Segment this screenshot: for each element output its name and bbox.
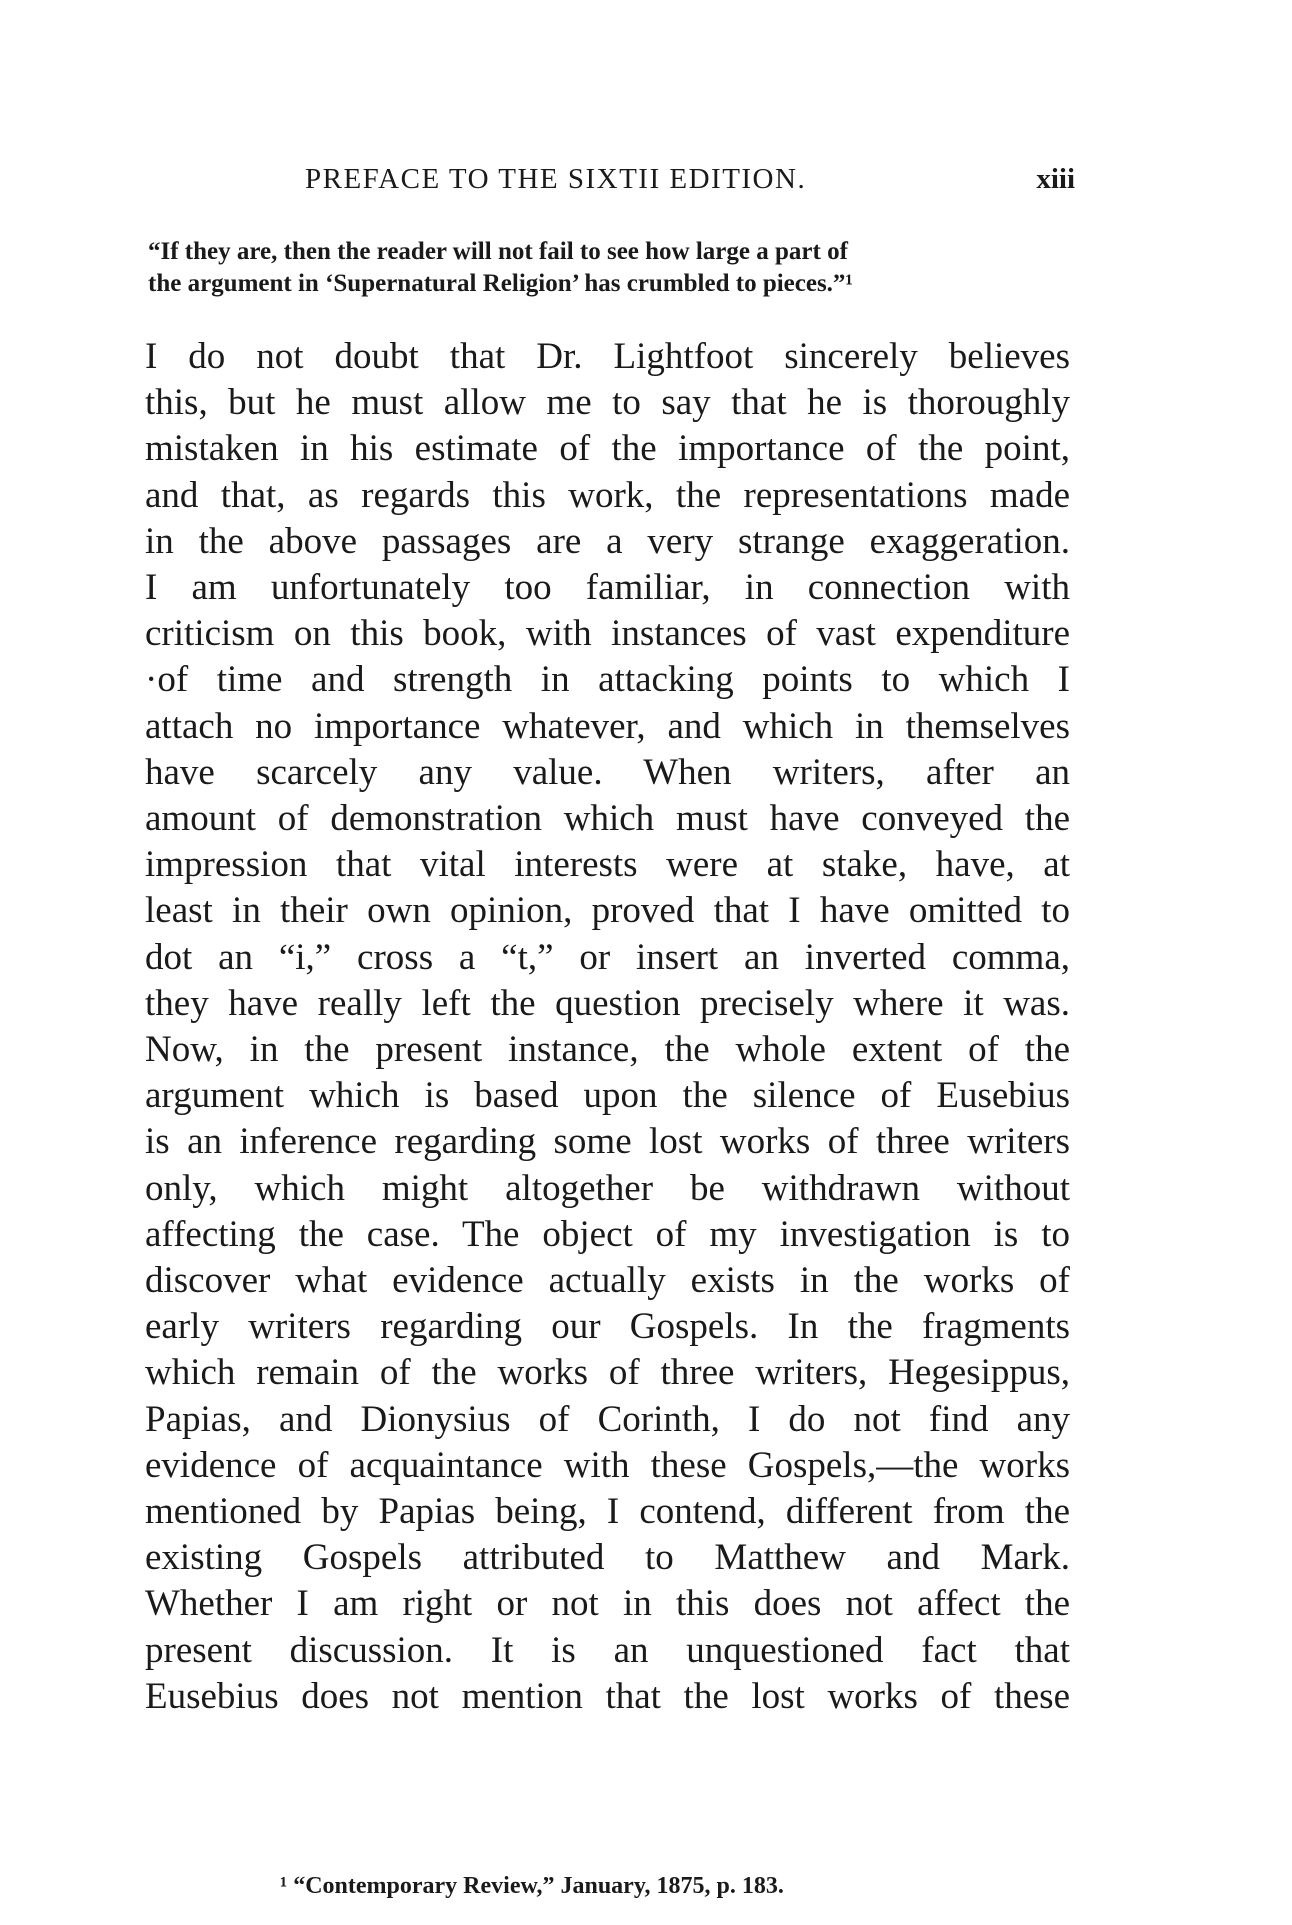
body-line: present discussion. It is an unquestioned fact that [145, 1629, 1070, 1671]
body-line: Eusebius does not mention that the lost works of these [145, 1675, 1070, 1717]
body-line: in the above passages are a very strange exaggeration. [145, 520, 1070, 562]
body-line: have scarcely any value. When writers, after an [145, 751, 1070, 793]
body-line: they have really left the question precisely where it was. [145, 982, 1070, 1024]
body-line: I am unfortunately too familiar, in connection with [145, 567, 1070, 608]
body-line: mistaken in his estimate of the importance of the point, [145, 428, 1070, 470]
body-line: least in their own opinion, proved that I have omitted to [145, 890, 1070, 932]
body-line: which remain of the works of three writers, Hegesippus, [145, 1352, 1070, 1394]
body-line: affecting the case. The object of my investigation is to [145, 1213, 1070, 1255]
body-line: Whether I am right or not in this does not affect the [145, 1583, 1070, 1625]
body-line: evidence of acquaintance with these Gospels,—the works [145, 1444, 1070, 1486]
body-line: early writers regarding our Gospels. In the fragments [145, 1306, 1070, 1348]
body-line: amount of demonstration which must have conveyed the [145, 798, 1070, 839]
body-line: impression that vital interests were at stake, have, at [145, 844, 1070, 886]
quote-line: “If they are, then the reader will not fail to see how large a part of [148, 238, 848, 265]
body-line: only, which might altogether be withdrawn without [145, 1167, 1070, 1209]
footnote: ¹ “Contemporary Review,” January, 1875, p. 183. [280, 1873, 784, 1899]
body-line: Papias, and Dionysius of Corinth, I do not find any [145, 1398, 1070, 1440]
body-line: this, but he must allow me to say that he is thoroughly [145, 382, 1070, 424]
body-line: argument which is based upon the silence of Eusebius [145, 1075, 1070, 1117]
quote-line: the argument in ‘Supernatural Religion’ has crumbled to pieces.”¹ [148, 270, 853, 297]
page-number: xiii [1036, 163, 1075, 195]
header-title: PREFACE TO THE SIXTII EDITION. [305, 163, 807, 195]
running-header [305, 163, 1075, 203]
body-line: Now, in the present instance, the whole extent of the [145, 1029, 1070, 1070]
body-line: is an inference regarding some lost works of three writers [145, 1121, 1070, 1163]
body-line: I do not doubt that Dr. Lightfoot sincerely believes [145, 336, 1070, 377]
body-line: criticism on this book, with instances of vast expenditure [145, 613, 1070, 655]
body-line: discover what evidence actually exists in the works of [145, 1260, 1070, 1301]
body-line: and that, as regards this work, the representations made [145, 474, 1070, 516]
body-line: existing Gospels attributed to Matthew and Mark. [145, 1537, 1070, 1579]
body-line: mentioned by Papias being, I contend, different from the [145, 1491, 1070, 1532]
body-line: dot an “i,” cross a “t,” or insert an inverted comma, [145, 936, 1070, 978]
body-line: ·of time and strength in attacking points to which I [145, 659, 1070, 701]
body-line: attach no importance whatever, and which in themselves [145, 705, 1070, 747]
